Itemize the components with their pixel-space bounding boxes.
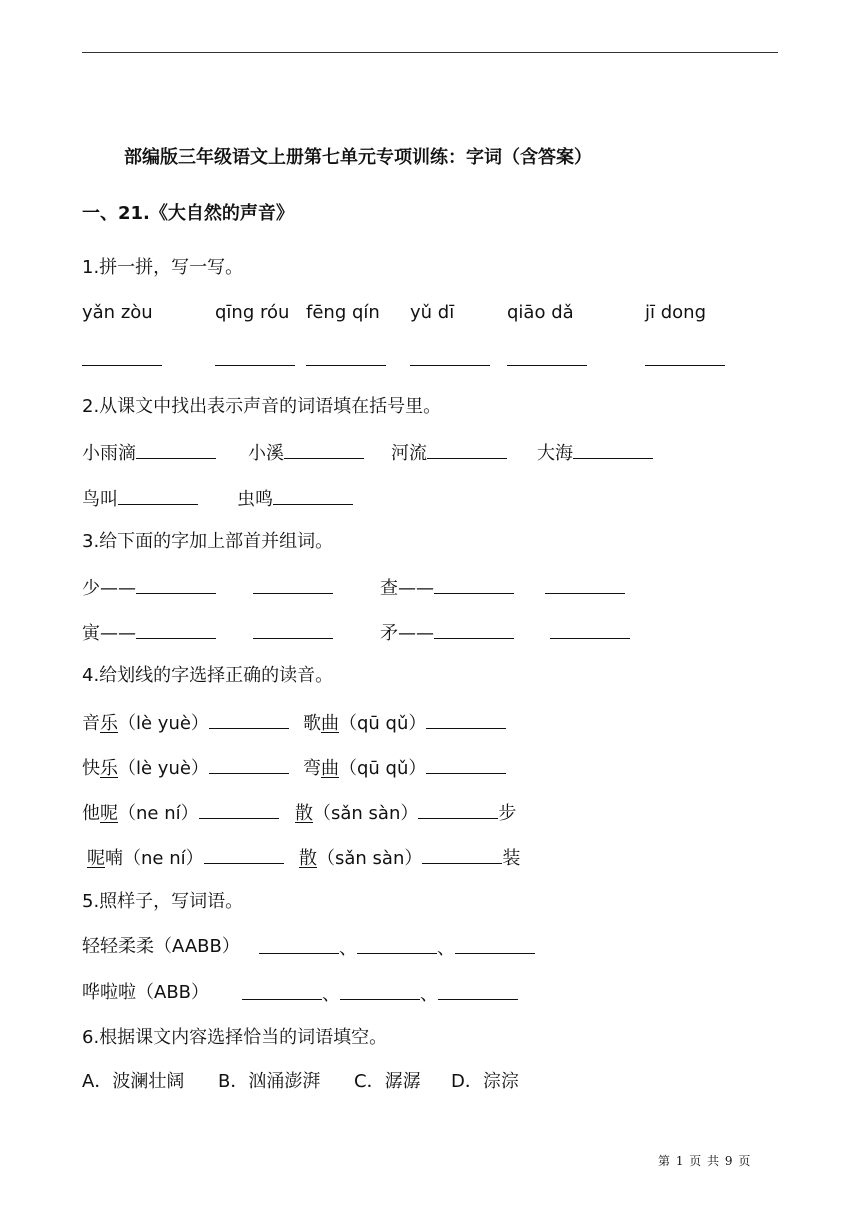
q4-blank-3a[interactable]: [199, 800, 279, 819]
q1-blank-2[interactable]: [215, 347, 295, 366]
section-heading: 一、21.《大自然的声音》: [82, 203, 294, 224]
q4-blank-2b[interactable]: [426, 755, 506, 774]
q3-item-2: 查——: [380, 575, 514, 601]
q5-blanks-1: 、 、: [259, 935, 535, 961]
q1-blank-5[interactable]: [507, 347, 587, 366]
q1-pinyin-6: jī dong: [645, 302, 706, 323]
q6-option-d: D．淙淙: [451, 1071, 519, 1092]
q1-pinyin-1: yǎn zòu: [82, 302, 153, 323]
q5-blank-2b[interactable]: [340, 981, 420, 1000]
q5-example-1: 轻轻柔柔（AABB）: [82, 936, 240, 957]
header-rule: [82, 52, 778, 53]
q2-item-2: 小溪: [248, 440, 364, 466]
q4-row-4-a: 呢喃（ne ní）: [87, 845, 284, 871]
q2-blank-1[interactable]: [136, 440, 216, 459]
q1-prompt: 1.拼一拼，写一写。: [82, 257, 244, 278]
q1-blank-3[interactable]: [306, 347, 386, 366]
q1-pinyin-3: fēng qín: [306, 302, 380, 323]
q5-blank-2a[interactable]: [242, 981, 322, 1000]
q1-blank-4[interactable]: [410, 347, 490, 366]
q5-blank-2c[interactable]: [438, 981, 518, 1000]
q5-blanks-2: 、 、: [242, 981, 518, 1007]
q4-row-4-b: 散（sǎn sàn） 装: [299, 845, 520, 871]
q1-blank-1[interactable]: [82, 347, 162, 366]
q6-prompt: 6.根据课文内容选择恰当的词语填空。: [82, 1027, 388, 1048]
q3-item-3: 寅——: [82, 620, 216, 646]
q4-row-3-a: 他呢（ne ní）: [82, 800, 279, 826]
q2-item-1: 小雨滴: [82, 440, 216, 466]
q4-blank-4a[interactable]: [204, 845, 284, 864]
q1-blank-6[interactable]: [645, 347, 725, 366]
q5-example-2: 哗啦啦（ABB）: [82, 982, 210, 1003]
q2-blank-4[interactable]: [573, 440, 653, 459]
q2-blank-2[interactable]: [284, 440, 364, 459]
q4-blank-2a[interactable]: [209, 755, 289, 774]
q4-row-2-a: 快乐（lè yuè）: [82, 755, 289, 781]
q2-item-4: 大海: [537, 440, 653, 466]
q1-pinyin-2: qīng róu: [215, 302, 290, 323]
q4-blank-3b[interactable]: [418, 800, 498, 819]
q3-blank-2b[interactable]: [545, 575, 625, 594]
q2-blank-5[interactable]: [118, 486, 198, 505]
q4-row-3-b: 散（sǎn sàn） 步: [295, 800, 516, 826]
q3-blank-1a[interactable]: [136, 575, 216, 594]
q4-blank-1a[interactable]: [209, 710, 289, 729]
document-title: 部编版三年级语文上册第七单元专项训练：字词（含答案）: [124, 147, 592, 168]
q3-prompt: 3.给下面的字加上部首并组词。: [82, 531, 334, 552]
page-footer: 第 1 页 共 9 页: [658, 1154, 752, 1168]
q6-option-a: A．波澜壮阔: [82, 1071, 185, 1092]
q3-blank-4a[interactable]: [434, 620, 514, 639]
q2-prompt: 2.从课文中找出表示声音的词语填在括号里。: [82, 396, 442, 417]
q4-prompt: 4.给划线的字选择正确的读音。: [82, 665, 334, 686]
q3-blank-3a[interactable]: [136, 620, 216, 639]
q4-row-1-a: 音乐（lè yuè）: [82, 710, 289, 736]
q2-item-6: 虫鸣: [237, 486, 353, 512]
q3-blank-1b[interactable]: [253, 575, 333, 594]
q1-pinyin-5: qiāo dǎ: [507, 302, 574, 323]
q3-blank-4b[interactable]: [550, 620, 630, 639]
q4-blank-4b[interactable]: [422, 845, 502, 864]
q5-prompt: 5.照样子，写词语。: [82, 891, 244, 912]
q5-blank-1b[interactable]: [357, 935, 437, 954]
q3-blank-3b[interactable]: [253, 620, 333, 639]
q2-blank-3[interactable]: [427, 440, 507, 459]
q2-item-5: 鸟叫: [82, 486, 198, 512]
q4-row-1-b: 歌曲（qū qǔ）: [303, 710, 506, 736]
q6-option-c: C．潺潺: [354, 1071, 421, 1092]
q2-item-3: 河流: [391, 440, 507, 466]
q3-item-4: 矛——: [380, 620, 514, 646]
q3-blank-2a[interactable]: [434, 575, 514, 594]
q1-pinyin-4: yǔ dī: [410, 302, 455, 323]
q2-blank-6[interactable]: [273, 486, 353, 505]
q4-blank-1b[interactable]: [426, 710, 506, 729]
q5-blank-1c[interactable]: [455, 935, 535, 954]
q5-blank-1a[interactable]: [259, 935, 339, 954]
q3-item-1: 少——: [82, 575, 216, 601]
q6-option-b: B．汹涌澎湃: [218, 1071, 321, 1092]
q4-row-2-b: 弯曲（qū qǔ）: [303, 755, 506, 781]
